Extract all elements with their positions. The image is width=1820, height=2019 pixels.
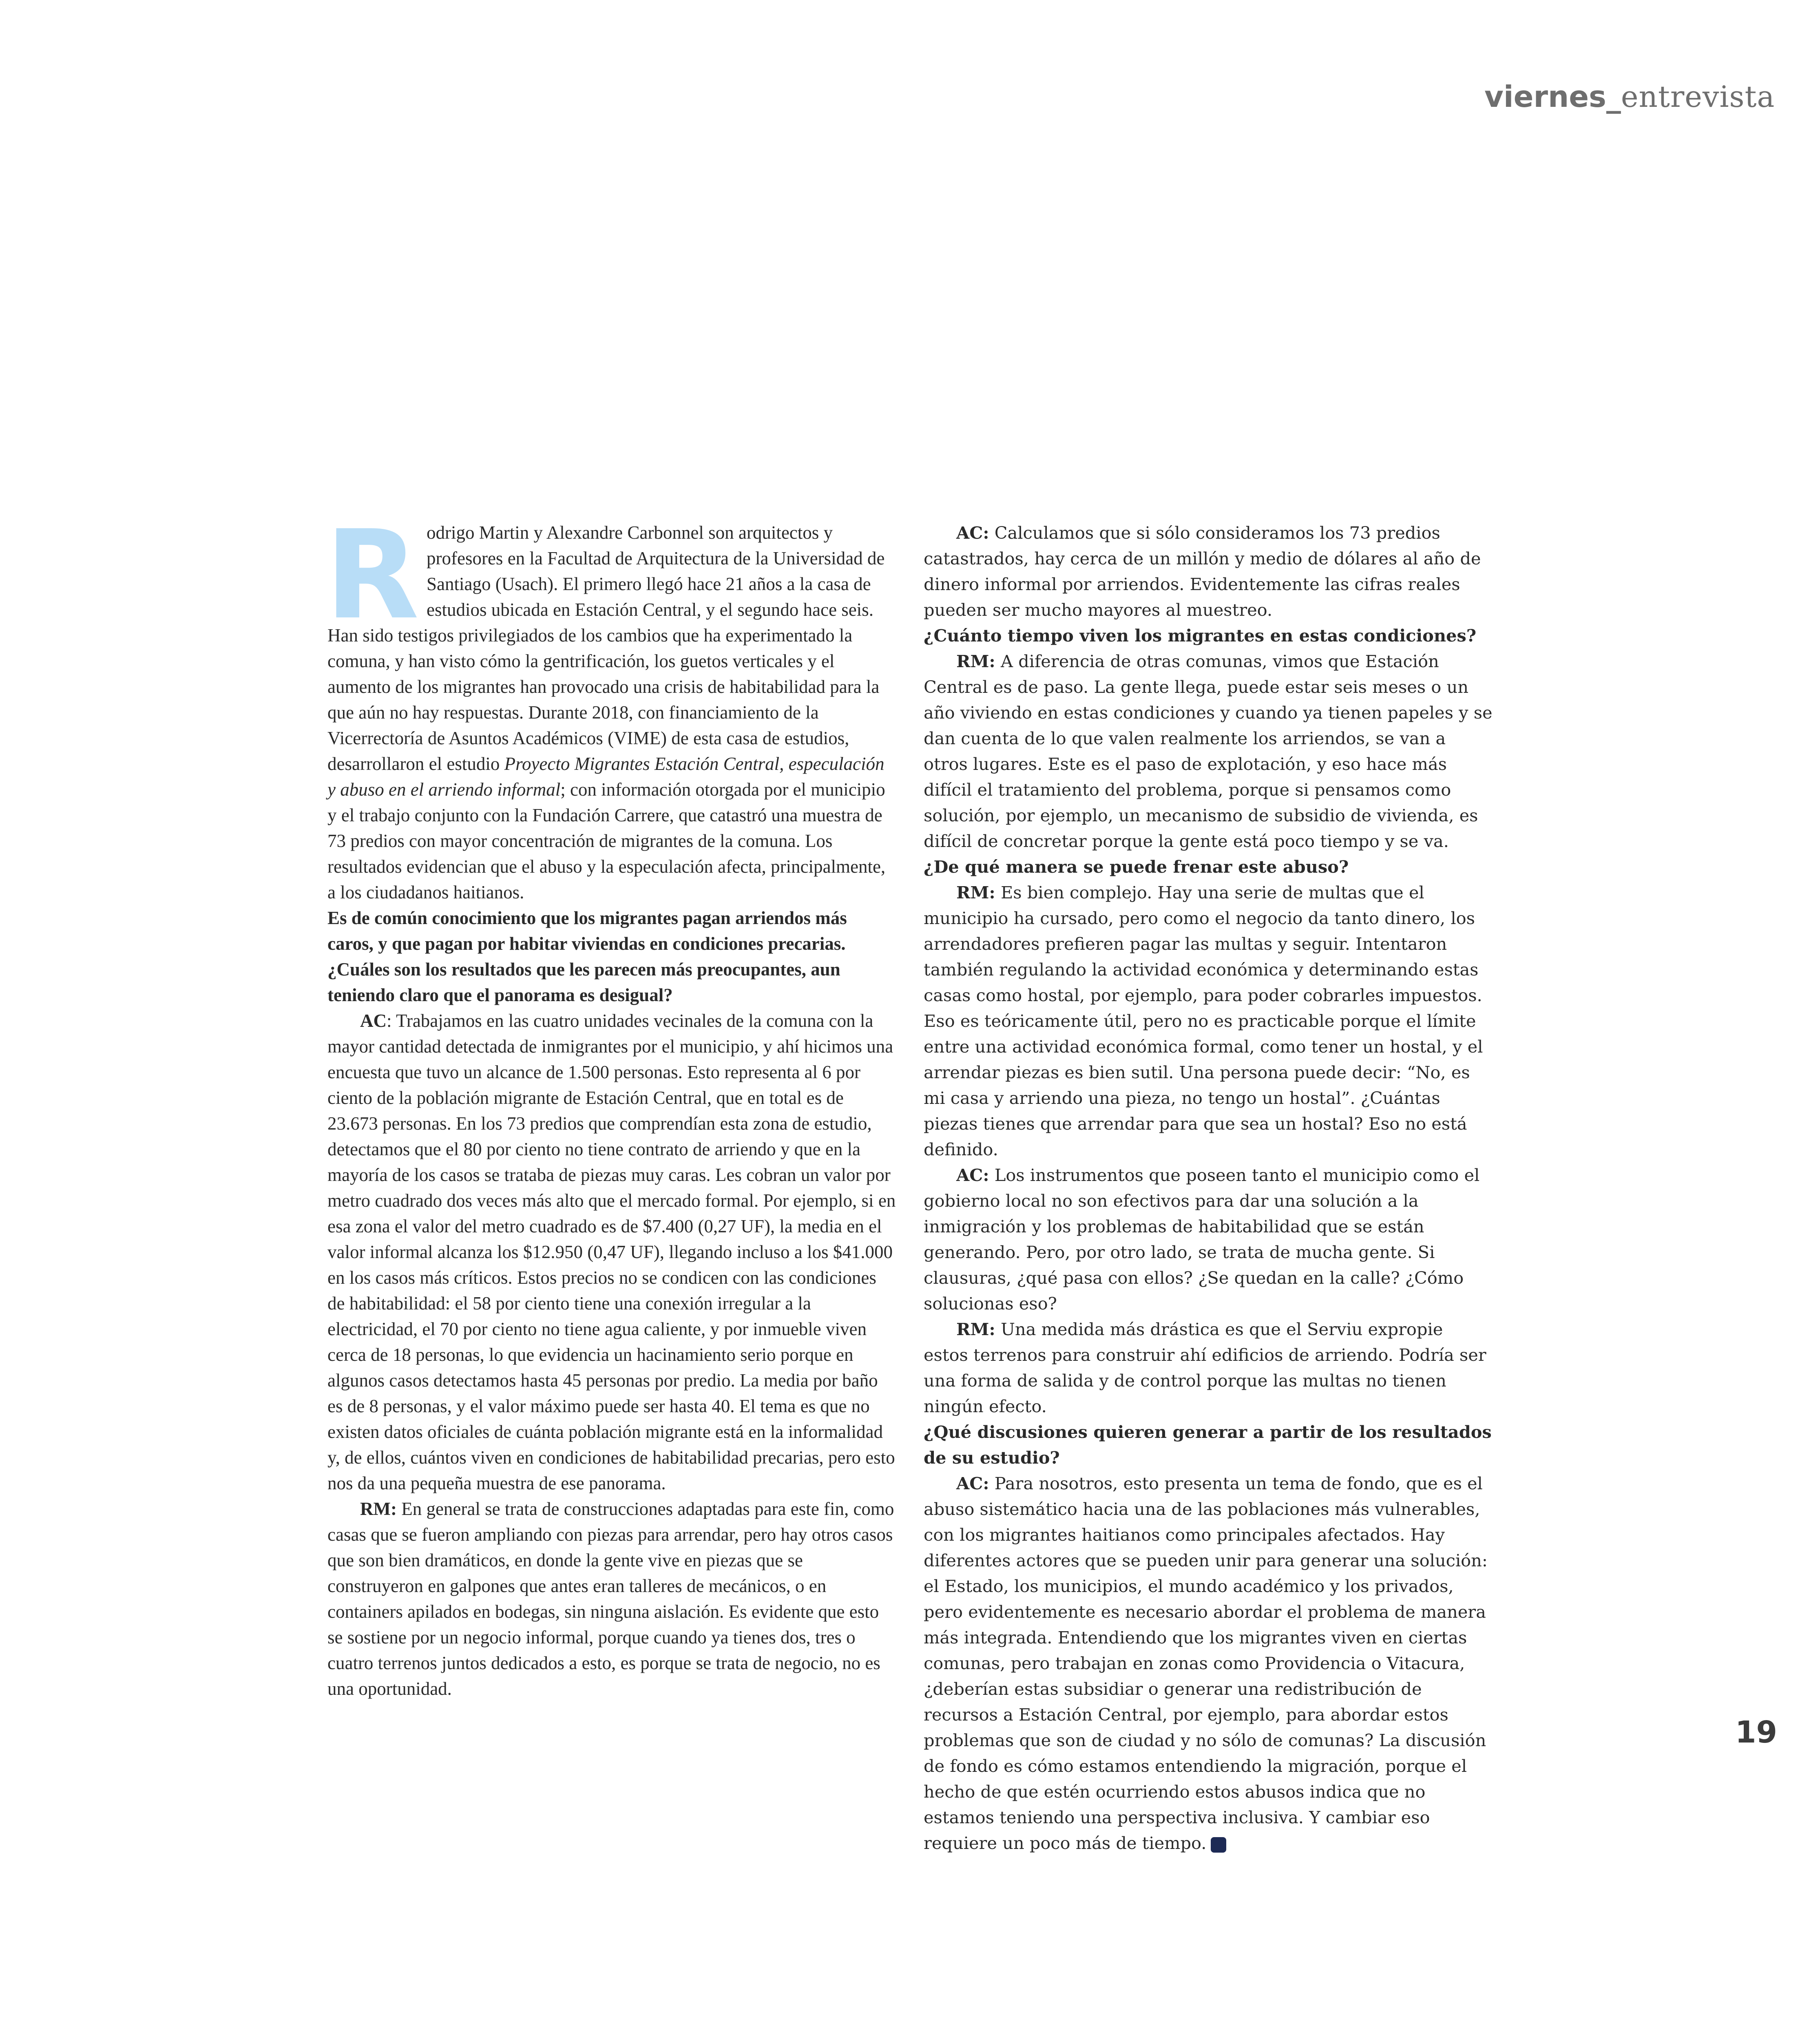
- answer-1: [327, 1008, 896, 1496]
- answer-6: [924, 1162, 1493, 1316]
- answer-2: [327, 1496, 896, 1702]
- answer-4: [924, 648, 1493, 854]
- answer-5: [924, 880, 1493, 1162]
- answer-7-speaker: RM:: [956, 1319, 995, 1339]
- answer-4-text: A diferencia de otras comunas, vimos que Estación Central es de paso. La gente llega, puede estar seis meses o un año viviendo en estas condiciones y cuando ya tienen papeles y se dan cuenta de lo que valen realmente los arriendos, se van a otros lugares. Este es el paso de explotación, y eso hace más difícil el tratamiento del problema, porque si pensamos como solución, por ejemplo, un mecanismo de subsidio de vivienda, es difícil de concretar porque la gente está poco tiempo y se va.: [924, 651, 1493, 851]
- question-1: Es de común conocimiento que los migrantes pagan arriendos más caros, y que pagan por habitar viviendas en condiciones precarias. ¿Cuáles son los resultados que les parecen más preocupantes, aun teniendo claro que el panorama es desigual?: [327, 908, 847, 1005]
- answer-2-text: En general se trata de construcciones adaptadas para este fin, como casas que se fueron ampliando con piezas para arrendar, pero hay otros casos que son bien dramáticos, en donde la gente vive en piezas que se construyeron en galpones que antes eran talleres de mecánicos, o en containers apilados en bodegas, sin ninguna aislación. Es evidente que esto se sostiene por un negocio informal, porque cuando ya tienes dos, tres o cuatro terrenos juntos dedicados a esto, es porque se trata de negocio, no es una oportunidad.: [327, 1499, 894, 1699]
- question-4: ¿Qué discusiones quieren generar a partir de los resultados de su estudio?: [924, 1422, 1492, 1468]
- section-header: [1484, 80, 1775, 114]
- question-3: ¿De qué manera se puede frenar este abuso?: [924, 857, 1349, 877]
- right-column: [924, 520, 1493, 1856]
- dropcap: R: [325, 504, 420, 646]
- answer-8: [924, 1471, 1493, 1856]
- end-mark-icon: V: [1211, 1837, 1226, 1853]
- answer-7: [924, 1316, 1493, 1419]
- answer-1-text: : Trabajamos en las cuatro unidades vecinales de la comuna con la mayor cantidad detectada de inmigrantes por el municipio, y ahí hicimos una encuesta que tuvo un alcance de 1.500 personas. Esto representa al 6 por ciento de la población migrante de Estación Central, que en total es de 23.673 personas. En los 73 predios que comprendían esta zona de estudio, detectamos que el 80 por ciento no tiene contrato de arriendo y que en la mayoría de los casos se trataba de piezas muy caras. Les cobran un valor por metro cuadrado dos veces más alto que el mercado formal. Por ejemplo, si en esa zona el valor del metro cuadrado es de $7.400 (0,27 UF), la media en el valor informal alcanza los $12.950 (0,47 UF), llegando incluso a los $41.000 en los casos más críticos. Estos precios no se condicen con las condiciones de habitabilidad: el 58 por ciento tiene una conexión irregular a la electricidad, el 70 por ciento no tiene agua caliente, y por inmueble viven cerca de 18 personas, lo que evidencia un hacinamiento serio porque en algunos casos detectamos hasta 45 personas por predio. La media por baño es de 8 personas, y el valor máximo puede ser hasta 40. El tema es que no existen datos oficiales de cuánta población migrante está en la informalidad y, de ellos, cuántos viven en condiciones de habitabilidad precarias, pero esto nos da una pequeña muestra de ese panorama.: [327, 1011, 896, 1493]
- left-column: [325, 504, 896, 1702]
- answer-2-speaker: RM:: [360, 1499, 397, 1519]
- answer-4-speaker: RM:: [956, 651, 995, 671]
- answer-1-speaker: AC: [360, 1011, 387, 1031]
- answer-3: [924, 520, 1493, 623]
- answer-8-text: Para nosotros, esto presenta un tema de fondo, que es el abuso sistemático hacia una de las poblaciones más vulnerables, con los migrantes haitianos como principales afectados. Hay diferentes actores que se pueden unir para generar una solución: el Estado, los municipios, el mundo académico y los privados, pero evidentemente es necesario abordar el problema de manera más integrada. Entendiendo que los migrantes viven en ciertas comunas, pero trabajan en zonas como Providencia o Vitacura, ¿deberían estas subsidiar o generar una redistribución de recursos a Estación Central, por ejemplo, para abordar estos problemas que son de ciudad y no sólo de comunas? La discusión de fondo es cómo estamos entendiendo la migración, porque el hecho de que estén ocurriendo estos abusos indica que no estamos teniendo una perspectiva inclusiva. Y cambiar eso requiere un poco más de tiempo.: [924, 1473, 1488, 1853]
- subsection-name: entrevista: [1621, 80, 1775, 114]
- page-number: 19: [1735, 1715, 1777, 1750]
- section-separator: _: [1606, 80, 1621, 114]
- section-name: viernes: [1484, 80, 1606, 114]
- answer-5-speaker: RM:: [956, 882, 995, 902]
- answer-5-text: Es bien complejo. Hay una serie de multas que el municipio ha cursado, pero como el negocio da tanto dinero, los arrendadores prefieren pagar las multas y seguir. Intentaron también regulando la actividad económica y determinando estas casas como hostal, por ejemplo, para poder cobrarles impuestos. Eso es teóricamente útil, pero no es practicable porque el límite entre una actividad económica formal, como tener un hostal, y el arrendar piezas es bien sutil. Una persona puede decir: “No, es mi casa y arriendo una pieza, no tengo un hostal”. ¿Cuántas piezas tienes que arrendar para que sea un hostal? Eso no está definido.: [924, 882, 1483, 1159]
- answer-6-speaker: AC:: [956, 1165, 989, 1185]
- question-2: ¿Cuánto tiempo viven los migrantes en estas condiciones?: [924, 626, 1477, 646]
- answer-7-text: Una medida más drástica es que el Serviu expropie estos terrenos para construir ahí edificios de arriendo. Podría ser una forma de salida y de control porque las multas no tienen ningún efecto.: [924, 1319, 1486, 1416]
- answer-3-speaker: AC:: [956, 523, 989, 543]
- study-title: Proyecto Migrantes Estación Central, especulación y abuso en el arriendo informal: [327, 754, 885, 800]
- answer-8-speaker: AC:: [956, 1473, 989, 1493]
- intro-paragraph: [325, 504, 896, 905]
- intro-text-2: ; con información otorgada por el municipio y el trabajo conjunto con la Fundación Carrere, que catastró una muestra de 73 predios con mayor concentración de migrantes de la comuna. Los resultados evidencian que el abuso y la especulación afecta, principalmente, a los ciudadanos haitianos.: [327, 779, 886, 902]
- answer-6-text: Los instrumentos que poseen tanto el municipio como el gobierno local no son efectivos para dar una solución a la inmigración y los problemas de habitabilidad que se están generando. Pero, por otro lado, se trata de mucha gente. Si clausuras, ¿qué pasa con ellos? ¿Se quedan en la calle? ¿Cómo solucionas eso?: [924, 1165, 1480, 1314]
- intro-text-1: odrigo Martin y Alexandre Carbonnel son arquitectos y profesores en la Facultad de Arquitectura de la Universidad de Santiago (Usach). El primero llegó hace 21 años a la casa de estudios ubicada en Estación Central, y el segundo hace seis. Han sido testigos privilegiados de los cambios que ha experimentado la comuna, y han visto cómo la gentrificación, los guetos verticales y el aumento de los migrantes han provocado una crisis de habitabilidad para la que aún no hay respuestas. Durante 2018, con financiamiento de la Vicerrectoría de Asuntos Académicos (VIME) de esta casa de estudios, desarrollaron el estudio: [327, 522, 885, 774]
- answer-3-text: Calculamos que si sólo consideramos los 73 predios catastrados, hay cerca de un millón y medio de dólares al año de dinero informal por arriendos. Evidentemente las cifras reales pueden ser mucho mayores al muestreo.: [924, 523, 1481, 620]
